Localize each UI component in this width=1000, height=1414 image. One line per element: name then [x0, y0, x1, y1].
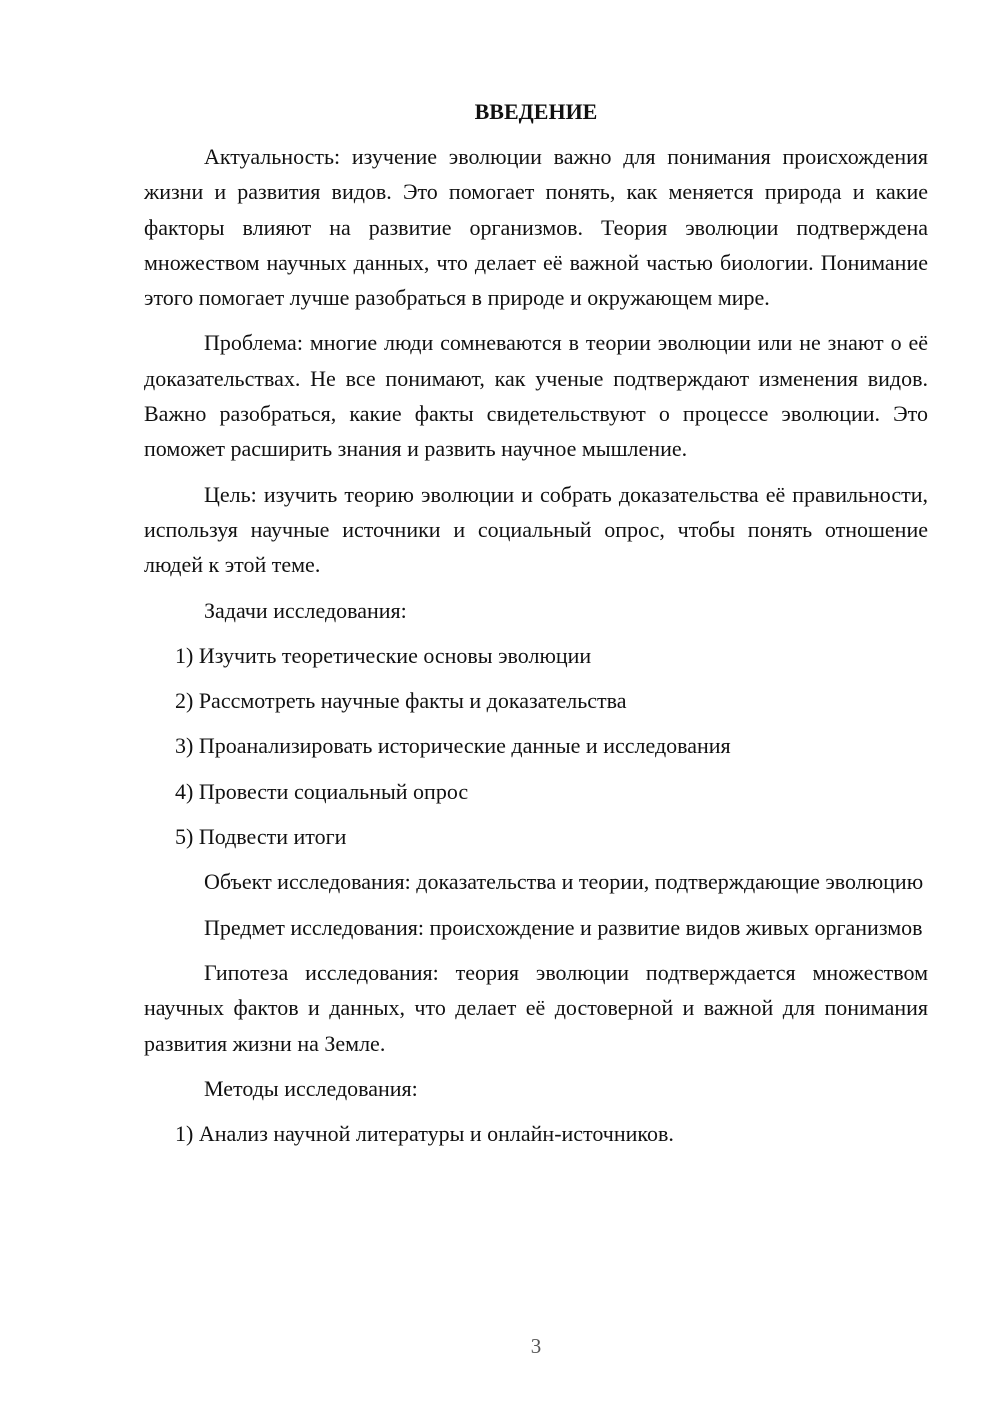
methods-heading: Методы исследования: [204, 1075, 418, 1101]
task-item-3: 3) Проанализировать исторические данные и исследования [175, 733, 731, 759]
object-paragraph: Объект исследования: доказательства и теории, подтверждающие эволюцию [204, 869, 924, 895]
relevance-paragraph: Актуальность: изучение эволюции важно для понимания происхождения жизни и развития видов. Это помогает понять, как меняется природа и какие факторы влияют на развитие организмов. Теория эволюции подтверждена множеством научных данных, что делает её важной частью биологии. Понимание этого помогает лучше разобраться в природе и окружающем мире. [144, 144, 928, 311]
subject-paragraph: Предмет исследования: происхождение и развитие видов живых организмов [204, 914, 923, 940]
tasks-heading: Задачи исследования: [204, 597, 407, 623]
task-item-5: 5) Подвести итоги [175, 824, 347, 850]
task-item-2: 2) Рассмотреть научные факты и доказательства [175, 688, 627, 714]
task-item-1: 1) Изучить теоретические основы эволюции [175, 642, 592, 668]
section-title: ВВЕДЕНИЕ [474, 99, 598, 124]
problem-paragraph: Проблема: многие люди сомневаются в теории эволюции или не знают о её доказательствах. Не все понимают, как ученые подтверждают изменения видов. Важно разобраться, какие факты свидетельствуют о процессе эволюции. Это поможет расширить знания и развить научное мышление. [144, 330, 928, 462]
page-content [144, 94, 928, 1161]
method-item-1: 1) Анализ научной литературы и онлайн-источников. [175, 1121, 674, 1147]
hypothesis-paragraph: Гипотеза исследования: теория эволюции подтверждается множеством научных фактов и данных, что делает её достоверной и важной для понимания развития жизни на Земле. [144, 959, 928, 1056]
task-item-4: 4) Провести социальный опрос [175, 778, 469, 804]
page-number: 3 [530, 1334, 542, 1358]
goal-paragraph: Цель: изучить теорию эволюции и собрать доказательства её правильности, используя научные источники и социальный опрос, чтобы понять отношение людей к этой теме. [144, 481, 928, 578]
